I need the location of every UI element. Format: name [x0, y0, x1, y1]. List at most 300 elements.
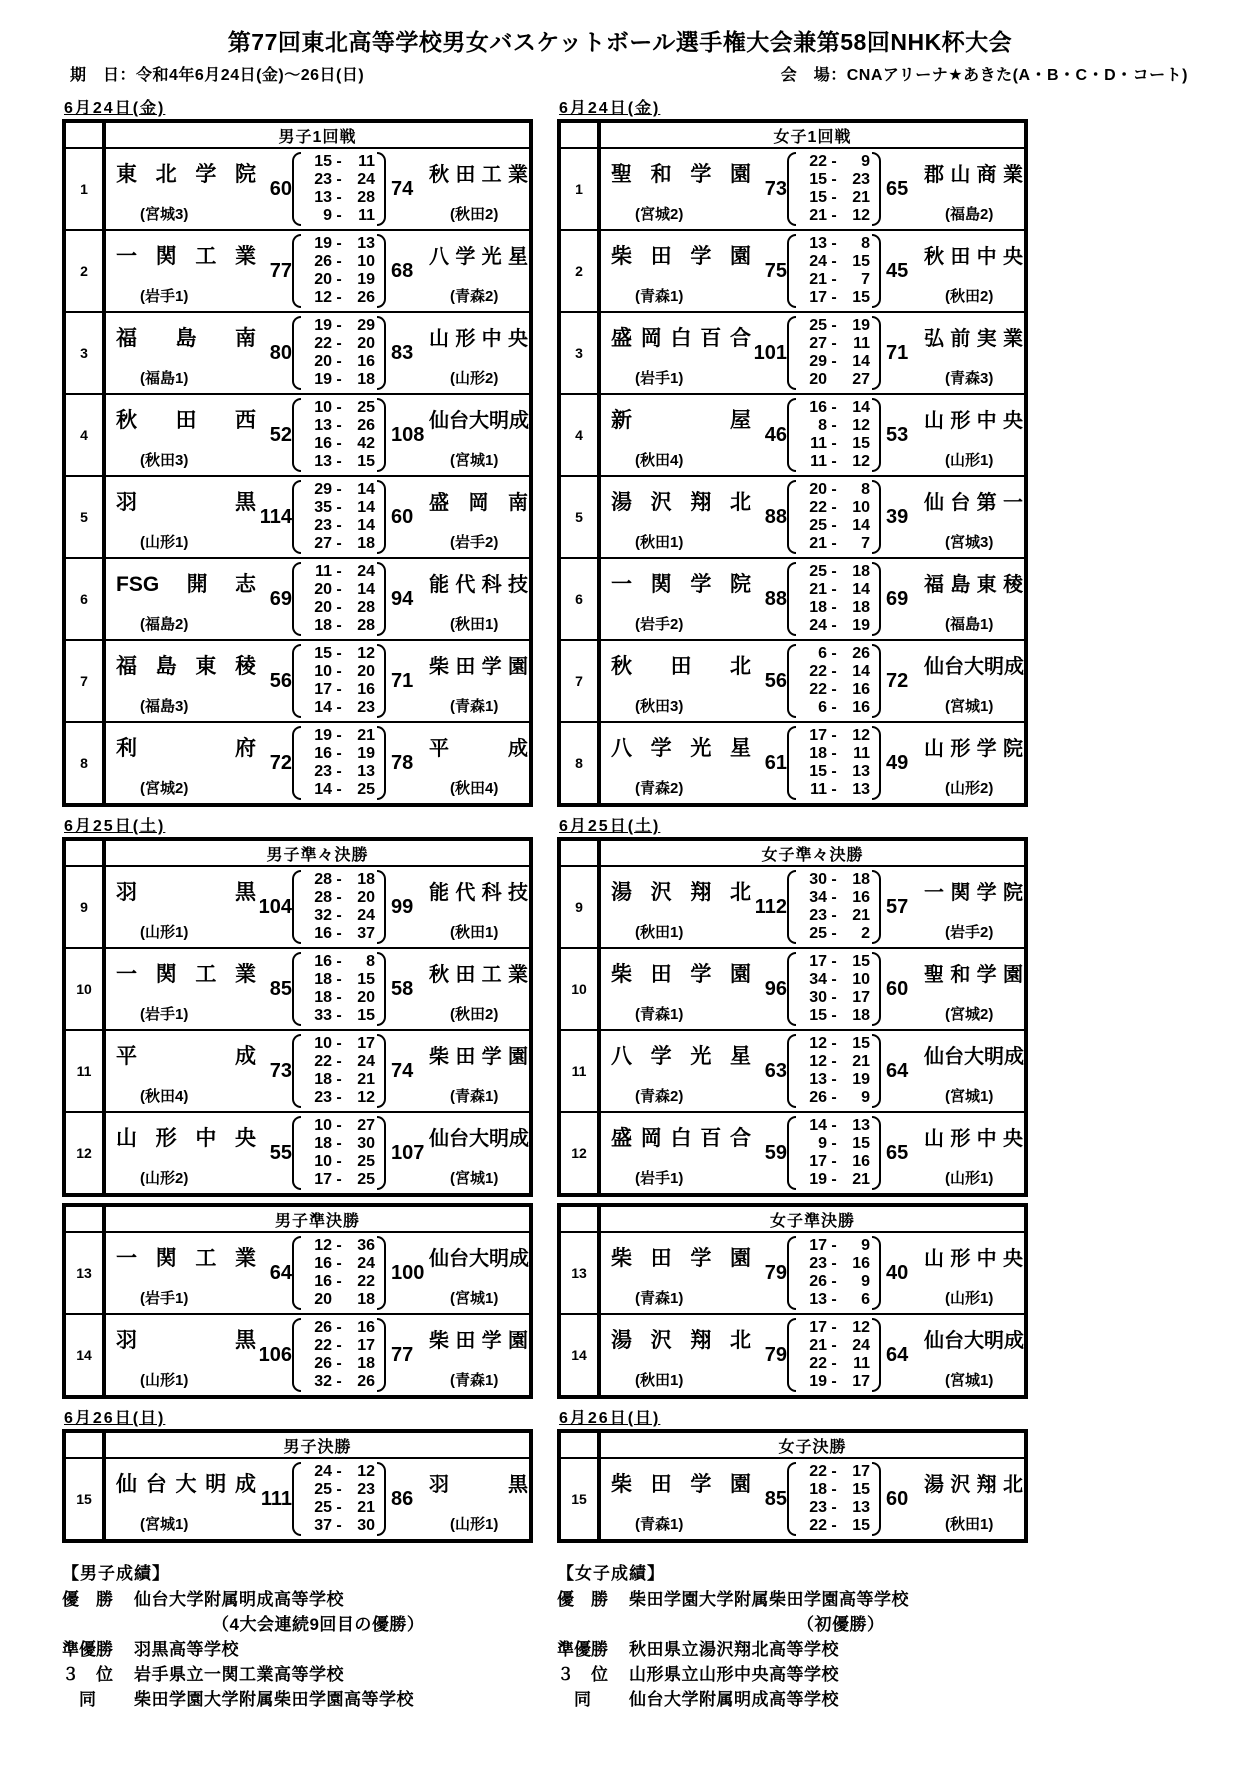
- quarter-home-points: 17: [314, 1171, 332, 1188]
- quarter-home-points: 26: [314, 253, 332, 270]
- quarter-home-points: 25: [314, 1499, 332, 1516]
- team-name-part: 園: [1002, 964, 1023, 986]
- team-name-part: 山: [924, 410, 944, 432]
- quarter-home-points: 20: [809, 481, 827, 498]
- team-block: [426, 313, 529, 393]
- team-name-part: 黒: [235, 491, 256, 514]
- quarter-away-points: 16: [357, 681, 375, 698]
- quarter-dash: -: [336, 1035, 342, 1052]
- results-school-name: （4大会連続9回目の優勝）: [212, 1615, 425, 1634]
- quarter-away-points: 10: [852, 971, 870, 988]
- quarter-score-line: [303, 289, 375, 307]
- quarter-away-points: 19: [852, 1071, 870, 1088]
- team-name: [116, 1128, 256, 1150]
- quarter-dash: -: [831, 581, 837, 598]
- quarter-home-points: 17: [809, 1237, 827, 1254]
- quarter-home-points: 16: [314, 745, 332, 762]
- quarter-score-line: [303, 1117, 375, 1135]
- team-name-part: 山: [116, 1127, 137, 1150]
- men-column: [62, 91, 533, 1549]
- team-name-part: 院: [729, 573, 751, 596]
- team-name-part: 柴: [611, 245, 632, 268]
- date-label: 6月25日(土): [559, 818, 661, 835]
- quarter-score-line: [303, 645, 375, 663]
- quarter-dash: -: [831, 1135, 837, 1152]
- team-name-part: 形: [455, 328, 476, 350]
- quarter-scores-bracket: [292, 1034, 386, 1108]
- team-prefecture-seed: (岩手2): [450, 534, 499, 551]
- quarter-away-points: 15: [852, 1481, 870, 1498]
- quarter-home-points: 21: [809, 581, 827, 598]
- match-row: [66, 1111, 529, 1193]
- team-name-part: 仙: [429, 410, 449, 432]
- quarter-score-line: [303, 317, 375, 335]
- match-row: [561, 229, 1024, 311]
- quarter-away-points: 24: [852, 1337, 870, 1354]
- quarter-away-points: 25: [357, 399, 375, 416]
- match-number: 2: [561, 231, 601, 311]
- quarter-score-line: [798, 1135, 870, 1153]
- team-name: [924, 164, 1023, 186]
- quarter-away-points: 17: [852, 1373, 870, 1390]
- quarter-score-line: [798, 517, 870, 535]
- team-block: [601, 867, 753, 947]
- team-name-part: 福: [116, 655, 137, 678]
- quarter-away-points: 13: [852, 1117, 870, 1134]
- team-name-part: 仙: [429, 1248, 449, 1270]
- team-name-part: 業: [1002, 328, 1023, 350]
- quarter-score-line: [798, 153, 870, 171]
- team-name-part: 形: [950, 410, 971, 432]
- results-rank-label: 同: [62, 1690, 96, 1709]
- quarter-away-points: 15: [852, 435, 870, 452]
- quarter-away-points: 24: [357, 1255, 375, 1272]
- quarter-score-line: [303, 1337, 375, 1355]
- team-name: [116, 574, 256, 596]
- quarter-home-points: 13: [809, 235, 827, 252]
- results-rank-label: 準優勝: [62, 1640, 113, 1659]
- team-name-part: 科: [481, 882, 502, 904]
- team-prefecture-seed: (山形2): [140, 1170, 189, 1187]
- quarter-scores-bracket: [292, 398, 386, 472]
- team-name: [116, 738, 256, 760]
- quarter-away-points: 16: [357, 1319, 375, 1336]
- team-name: [611, 656, 751, 678]
- match-number: 11: [561, 1031, 601, 1111]
- quarter-away-points: 9: [861, 1273, 870, 1290]
- team-name-part: 工: [195, 1247, 217, 1270]
- quarter-score-line: [798, 907, 870, 925]
- away-total-score: 71: [886, 341, 909, 364]
- team-block: [601, 1031, 753, 1111]
- match-number: 7: [66, 641, 106, 721]
- team-prefecture-seed: (岩手1): [635, 370, 684, 387]
- team-prefecture-seed: (山形1): [140, 924, 189, 941]
- team-block: [106, 313, 258, 393]
- team-name-part: 明: [489, 410, 509, 432]
- match-row: [66, 393, 529, 475]
- quarter-home-points: 20: [314, 1291, 332, 1308]
- away-total-score: 45: [886, 259, 909, 282]
- quarter-dash: -: [336, 681, 342, 698]
- round-header-row: [66, 123, 529, 147]
- team-name: [924, 882, 1023, 904]
- match-row: [66, 1457, 529, 1539]
- quarter-dash: -: [831, 317, 837, 334]
- quarter-home-points: 16: [314, 953, 332, 970]
- team-block: [601, 395, 753, 475]
- quarter-away-points: 25: [357, 1153, 375, 1170]
- date-label: 6月26日(日): [559, 1410, 661, 1427]
- quarter-away-points: 21: [852, 907, 870, 924]
- team-name-part: 平: [116, 1045, 137, 1068]
- quarter-away-points: 15: [852, 1135, 870, 1152]
- match-row: [66, 865, 529, 947]
- quarter-score-line: [798, 271, 870, 289]
- match-number: 11: [66, 1031, 106, 1111]
- match-row: [561, 1231, 1024, 1313]
- team-name-part: 岡: [640, 327, 662, 350]
- away-total-score: 108: [391, 423, 425, 446]
- team-prefecture-seed: (山形1): [450, 1516, 499, 1533]
- team-name-part: 成: [235, 1473, 256, 1496]
- quarter-dash: -: [831, 907, 837, 924]
- away-total-score: 74: [391, 1059, 414, 1082]
- team-name-part: 黒: [235, 1329, 256, 1352]
- quarter-dash: -: [336, 989, 342, 1006]
- quarter-away-points: 20: [357, 989, 375, 1006]
- quarter-home-points: 18: [314, 971, 332, 988]
- tournament-section: [557, 95, 1028, 807]
- match-row: [561, 721, 1024, 803]
- team-name: [611, 882, 751, 904]
- quarter-score-line: [798, 1053, 870, 1071]
- team-name-part: 央: [1002, 1128, 1023, 1150]
- team-name-part: 学: [976, 882, 997, 904]
- quarter-home-points: 16: [314, 1255, 332, 1272]
- team-prefecture-seed: (青森2): [635, 780, 684, 797]
- quarter-scores-bracket: [787, 952, 881, 1026]
- quarter-home-points: 26: [809, 1089, 827, 1106]
- quarter-away-points: 17: [357, 1337, 375, 1354]
- quarter-score-line: [798, 1373, 870, 1391]
- team-name: [116, 1046, 256, 1068]
- quarter-home-points: 26: [314, 1319, 332, 1336]
- quarter-dash: -: [831, 953, 837, 970]
- quarter-dash: -: [336, 207, 342, 224]
- quarter-away-points: 24: [357, 907, 375, 924]
- quarter-away-points: 13: [357, 235, 375, 252]
- quarter-away-points: 28: [357, 617, 375, 634]
- results-row: [557, 1612, 1028, 1637]
- team-block: [921, 477, 1024, 557]
- home-total-score: 88: [764, 505, 787, 528]
- team-block: [426, 231, 529, 311]
- quarter-dash: -: [336, 1007, 342, 1024]
- quarter-dash: -: [336, 1337, 342, 1354]
- match-number-column-spacer: [66, 841, 106, 865]
- quarter-scores-bracket: [787, 1236, 881, 1310]
- match-number: 15: [561, 1459, 601, 1539]
- team-prefecture-seed: (青森1): [635, 1006, 684, 1023]
- quarter-dash: -: [831, 1153, 837, 1170]
- quarter-dash: -: [336, 745, 342, 762]
- team-name-part: 中: [976, 246, 997, 268]
- team-name: [429, 1128, 528, 1150]
- team-prefecture-seed: (宮城1): [450, 1290, 499, 1307]
- quarter-score-line: [798, 663, 870, 681]
- team-name-part: 西: [235, 409, 256, 432]
- quarter-away-points: 16: [852, 699, 870, 716]
- quarter-score-line: [798, 1255, 870, 1273]
- quarter-away-points: 37: [357, 925, 375, 942]
- quarter-score-line: [303, 171, 375, 189]
- team-name-part: 柴: [611, 1247, 632, 1270]
- match-row: [561, 1457, 1024, 1539]
- match-number: 4: [561, 395, 601, 475]
- quarter-scores-bracket: [787, 480, 881, 554]
- quarter-score-line: [798, 599, 870, 617]
- quarter-score-line: [303, 153, 375, 171]
- match-row: [561, 1111, 1024, 1193]
- team-name-part: 東: [976, 574, 997, 596]
- results-school-name: （初優勝）: [797, 1615, 885, 1634]
- team-name-part: 学: [455, 246, 476, 268]
- quarter-away-points: 26: [852, 645, 870, 662]
- quarter-dash: -: [831, 417, 837, 434]
- quarter-score-line: [303, 535, 375, 553]
- team-name-part: 園: [729, 1247, 751, 1270]
- results-school-name: 岩手県立一関工業高等学校: [134, 1665, 344, 1684]
- quarter-home-points: 18: [314, 617, 332, 634]
- quarter-away-points: 15: [357, 453, 375, 470]
- match-number: 1: [561, 149, 601, 229]
- quarter-home-points: 25: [809, 563, 827, 580]
- team-name-part: 中: [976, 410, 997, 432]
- team-block: [921, 395, 1024, 475]
- quarter-score-line: [798, 681, 870, 699]
- quarter-home-points: 21: [809, 207, 827, 224]
- match-row: [561, 393, 1024, 475]
- team-name-part: 成: [509, 1248, 529, 1270]
- quarter-away-points: 8: [366, 953, 375, 970]
- quarter-away-points: 29: [357, 317, 375, 334]
- quarter-dash: -: [336, 971, 342, 988]
- team-name-part: 田: [455, 656, 476, 678]
- team-name-part: 秋: [924, 246, 944, 268]
- team-prefecture-seed: (宮城2): [945, 1006, 994, 1023]
- team-prefecture-seed: (青森2): [450, 288, 499, 305]
- quarter-score-line: [303, 1237, 375, 1255]
- quarter-score-line: [798, 1517, 870, 1535]
- team-name-part: 翔: [690, 491, 712, 514]
- team-name-part: 北: [155, 163, 177, 186]
- home-total-score: 104: [258, 895, 292, 918]
- quarter-score-line: [303, 681, 375, 699]
- quarter-dash: -: [336, 499, 342, 516]
- round-header-row: [561, 1433, 1024, 1457]
- quarter-dash: -: [831, 781, 837, 798]
- team-prefecture-seed: (青森1): [450, 1372, 499, 1389]
- team-name: [924, 738, 1023, 760]
- home-total-score: 73: [764, 177, 787, 200]
- quarter-home-points: 15: [809, 171, 827, 188]
- team-name: [429, 1474, 528, 1496]
- team-name-part: 岡: [640, 1127, 662, 1150]
- team-prefecture-seed: (秋田1): [945, 1516, 994, 1533]
- team-name-part: 田: [650, 245, 672, 268]
- team-name: [116, 164, 256, 186]
- quarter-away-points: 19: [357, 271, 375, 288]
- team-name-part: 成: [508, 738, 528, 760]
- quarter-away-points: 21: [852, 189, 870, 206]
- quarter-score-line: [798, 481, 870, 499]
- away-total-score: 53: [886, 423, 909, 446]
- quarter-dash: -: [831, 1291, 837, 1308]
- team-name-part: 志: [234, 573, 256, 596]
- home-total-score: 52: [269, 423, 292, 446]
- home-total-score: 55: [269, 1141, 292, 1164]
- quarter-scores-bracket: [787, 1116, 881, 1190]
- quarter-home-points: 11: [810, 453, 827, 470]
- quarter-scores-bracket: [787, 316, 881, 390]
- team-name: [924, 1248, 1023, 1270]
- team-name-part: 開: [186, 573, 208, 596]
- quarter-away-points: 14: [357, 517, 375, 534]
- team-name-part: 学: [690, 1247, 712, 1270]
- team-prefecture-seed: (山形1): [140, 1372, 189, 1389]
- quarter-scores-bracket: [787, 644, 881, 718]
- team-name-part: 能: [429, 882, 449, 904]
- team-block: [426, 149, 529, 229]
- quarter-home-points: 15: [809, 189, 827, 206]
- quarter-scores-bracket: [292, 952, 386, 1026]
- team-block: [106, 395, 258, 475]
- match-number-column-spacer: [66, 1207, 106, 1231]
- team-block: [106, 867, 258, 947]
- quarter-home-points: 15: [809, 763, 827, 780]
- match-table: [62, 1203, 533, 1399]
- team-name: [611, 1046, 751, 1068]
- quarter-home-points: 21: [809, 1337, 827, 1354]
- team-name-part: 学: [650, 1045, 672, 1068]
- quarter-score-line: [798, 189, 870, 207]
- team-name-part: 関: [155, 963, 177, 986]
- quarter-score-line: [798, 581, 870, 599]
- quarter-score-line: [303, 399, 375, 417]
- quarter-home-points: 24: [314, 1463, 332, 1480]
- team-name-part: 学: [690, 963, 712, 986]
- team-name-part: 商: [976, 164, 997, 186]
- quarter-home-points: 19: [809, 1171, 827, 1188]
- quarter-away-points: 18: [852, 1007, 870, 1024]
- team-name: [116, 1474, 256, 1496]
- team-name-part: 園: [507, 1330, 528, 1352]
- match-number: 8: [66, 723, 106, 803]
- team-prefecture-seed: (秋田1): [635, 1372, 684, 1389]
- team-block: [106, 1233, 258, 1313]
- team-name: [611, 1330, 751, 1352]
- team-name-part: 大: [964, 1046, 984, 1068]
- women-column: [557, 91, 1028, 1549]
- team-name-part: 学: [650, 737, 672, 760]
- home-total-score: 85: [269, 977, 292, 1000]
- away-total-score: 99: [391, 895, 414, 918]
- team-block: [426, 1233, 529, 1313]
- away-total-score: 60: [886, 1487, 909, 1510]
- team-name-part: 大: [469, 1248, 489, 1270]
- match-table: [557, 1429, 1028, 1543]
- quarter-away-points: 14: [852, 663, 870, 680]
- quarter-score-line: [798, 289, 870, 307]
- team-prefecture-seed: (秋田1): [450, 616, 499, 633]
- quarter-home-points: 18: [314, 1071, 332, 1088]
- quarter-score-line: [798, 971, 870, 989]
- quarter-scores-bracket: [292, 644, 386, 718]
- quarter-away-points: 18: [852, 871, 870, 888]
- quarter-score-line: [303, 1373, 375, 1391]
- team-prefecture-seed: (宮城1): [945, 1372, 994, 1389]
- match-row: [561, 639, 1024, 721]
- quarter-score-line: [303, 745, 375, 763]
- quarter-home-points: 23: [314, 1089, 332, 1106]
- team-prefecture-seed: (福島1): [140, 370, 189, 387]
- quarter-away-points: 25: [357, 1171, 375, 1188]
- match-number: 15: [66, 1459, 106, 1539]
- home-total-score: 73: [269, 1059, 292, 1082]
- quarter-score-line: [798, 889, 870, 907]
- team-name-part: 第: [976, 492, 997, 514]
- quarter-score-line: [798, 399, 870, 417]
- quarter-away-points: 2: [861, 925, 870, 942]
- quarter-score-line: [303, 1355, 375, 1373]
- team-prefecture-seed: (山形2): [450, 370, 499, 387]
- quarter-score-line: [303, 371, 375, 389]
- quarter-away-points: 26: [357, 1373, 375, 1390]
- team-block: [106, 1459, 258, 1539]
- quarter-home-points: 10: [314, 1035, 332, 1052]
- team-prefecture-seed: (山形2): [945, 780, 994, 797]
- team-name-part: 湯: [611, 881, 632, 904]
- quarter-score-line: [303, 253, 375, 271]
- team-name: [924, 246, 1023, 268]
- quarter-score-line: [798, 699, 870, 717]
- quarter-dash: -: [831, 1089, 837, 1106]
- quarter-score-line: [303, 599, 375, 617]
- quarter-away-points: 21: [852, 1171, 870, 1188]
- quarter-scores-bracket: [787, 1318, 881, 1392]
- team-name-part: 成: [235, 1045, 256, 1068]
- team-name-part: 台: [449, 1128, 469, 1150]
- quarter-dash: -: [831, 971, 837, 988]
- team-prefecture-seed: (宮城3): [945, 534, 994, 551]
- team-block: [921, 559, 1024, 639]
- quarter-away-points: 18: [852, 563, 870, 580]
- team-prefecture-seed: (福島1): [945, 616, 994, 633]
- round-label: 男子決勝: [283, 1438, 352, 1456]
- quarter-away-points: 13: [852, 763, 870, 780]
- team-name-part: 翔: [690, 1329, 712, 1352]
- team-name-part: 八: [611, 737, 632, 760]
- team-prefecture-seed: (秋田1): [635, 534, 684, 551]
- team-name-part: 工: [481, 964, 502, 986]
- team-name-part: 関: [155, 1247, 177, 1270]
- quarter-home-points: 19: [314, 235, 332, 252]
- team-name-part: 秋: [116, 409, 137, 432]
- team-block: [921, 723, 1024, 803]
- team-name: [924, 410, 1023, 432]
- team-name-part: 成: [509, 1128, 529, 1150]
